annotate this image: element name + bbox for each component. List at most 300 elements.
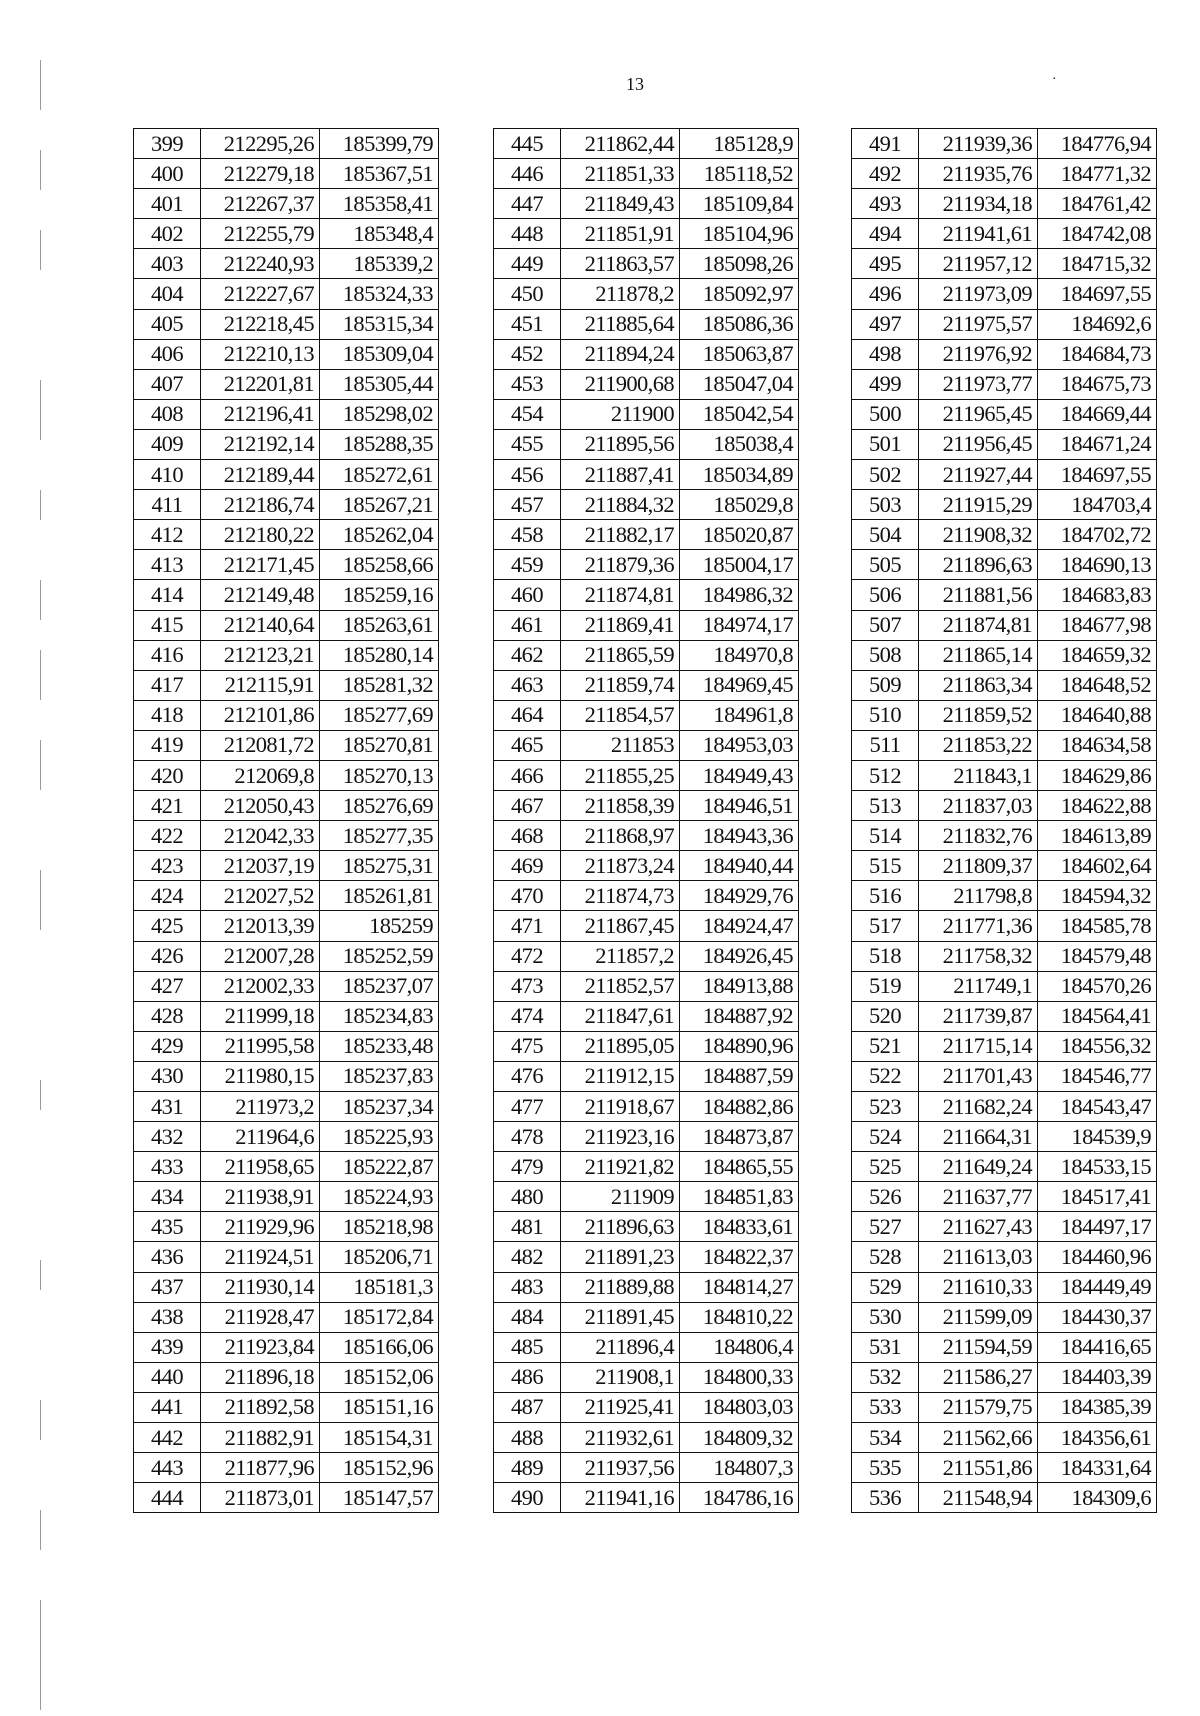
point-number: 500 — [852, 399, 919, 429]
x-coordinate: 211934,18 — [919, 189, 1038, 219]
table-row — [134, 851, 439, 881]
table-row — [134, 1302, 439, 1332]
x-coordinate: 212267,37 — [201, 189, 320, 219]
x-coordinate: 211849,43 — [561, 189, 680, 219]
y-coordinate: 185233,48 — [320, 1031, 439, 1061]
x-coordinate: 212002,33 — [201, 971, 320, 1001]
x-coordinate: 211889,88 — [561, 1272, 680, 1302]
y-coordinate: 185152,96 — [320, 1453, 439, 1483]
x-coordinate: 211867,45 — [561, 911, 680, 941]
y-coordinate: 184953,03 — [680, 730, 799, 760]
table-row — [134, 1332, 439, 1362]
point-number: 524 — [852, 1122, 919, 1152]
y-coordinate: 184887,92 — [680, 1001, 799, 1031]
y-coordinate: 184697,55 — [1038, 279, 1157, 309]
table-row — [134, 580, 439, 610]
point-number: 436 — [134, 1242, 201, 1272]
y-coordinate: 184331,64 — [1038, 1453, 1157, 1483]
point-number: 434 — [134, 1182, 201, 1212]
point-number: 432 — [134, 1122, 201, 1152]
table-row — [494, 219, 799, 249]
point-number: 461 — [494, 610, 561, 640]
point-number: 478 — [494, 1122, 561, 1152]
y-coordinate: 185399,79 — [320, 129, 439, 159]
table-row — [852, 640, 1157, 670]
point-number: 424 — [134, 881, 201, 911]
point-number: 438 — [134, 1302, 201, 1332]
point-number: 487 — [494, 1392, 561, 1422]
y-coordinate: 185118,52 — [680, 159, 799, 189]
y-coordinate: 185367,51 — [320, 159, 439, 189]
table-row — [134, 1242, 439, 1272]
table-row — [494, 369, 799, 399]
point-number: 534 — [852, 1423, 919, 1453]
table-row — [494, 1362, 799, 1392]
y-coordinate: 184800,33 — [680, 1362, 799, 1392]
y-coordinate: 185305,44 — [320, 369, 439, 399]
x-coordinate: 211973,2 — [201, 1092, 320, 1122]
y-coordinate: 184675,73 — [1038, 369, 1157, 399]
x-coordinate: 212050,43 — [201, 791, 320, 821]
x-coordinate: 211908,32 — [919, 520, 1038, 550]
x-coordinate: 211874,81 — [561, 580, 680, 610]
x-coordinate: 212037,19 — [201, 851, 320, 881]
table-row — [494, 1061, 799, 1091]
x-coordinate: 211892,58 — [201, 1392, 320, 1422]
table-row — [494, 429, 799, 459]
table-row — [494, 1001, 799, 1031]
x-coordinate: 211548,94 — [919, 1483, 1038, 1513]
x-coordinate: 211863,34 — [919, 670, 1038, 700]
table-row — [134, 881, 439, 911]
y-coordinate: 184497,17 — [1038, 1212, 1157, 1242]
point-number: 402 — [134, 219, 201, 249]
y-coordinate: 184460,96 — [1038, 1242, 1157, 1272]
x-coordinate: 211857,2 — [561, 941, 680, 971]
x-coordinate: 212279,18 — [201, 159, 320, 189]
point-number: 472 — [494, 941, 561, 971]
point-number: 416 — [134, 640, 201, 670]
y-coordinate: 185281,32 — [320, 670, 439, 700]
table-row — [852, 1332, 1157, 1362]
y-coordinate: 185151,16 — [320, 1392, 439, 1422]
y-coordinate: 184602,64 — [1038, 851, 1157, 881]
point-number: 437 — [134, 1272, 201, 1302]
y-coordinate: 184822,37 — [680, 1242, 799, 1272]
point-number: 454 — [494, 399, 561, 429]
point-number: 423 — [134, 851, 201, 881]
y-coordinate: 184517,41 — [1038, 1182, 1157, 1212]
point-number: 400 — [134, 159, 201, 189]
y-coordinate: 185259 — [320, 911, 439, 941]
table-row — [134, 670, 439, 700]
table-row — [494, 1122, 799, 1152]
point-number: 417 — [134, 670, 201, 700]
x-coordinate: 211975,57 — [919, 309, 1038, 339]
point-number: 497 — [852, 309, 919, 339]
table-row — [134, 1212, 439, 1242]
x-coordinate: 211599,09 — [919, 1302, 1038, 1332]
point-number: 449 — [494, 249, 561, 279]
table-row — [494, 279, 799, 309]
point-number: 409 — [134, 429, 201, 459]
scan-edge-mark — [40, 490, 41, 520]
point-number: 425 — [134, 911, 201, 941]
x-coordinate: 211613,03 — [919, 1242, 1038, 1272]
table-row — [852, 1302, 1157, 1332]
y-coordinate: 185277,35 — [320, 821, 439, 851]
x-coordinate: 212171,45 — [201, 550, 320, 580]
x-coordinate: 211896,18 — [201, 1362, 320, 1392]
x-coordinate: 212255,79 — [201, 219, 320, 249]
x-coordinate: 211859,74 — [561, 670, 680, 700]
y-coordinate: 184810,22 — [680, 1302, 799, 1332]
scan-edge-mark — [40, 1080, 41, 1110]
point-number: 455 — [494, 429, 561, 459]
point-number: 492 — [852, 159, 919, 189]
x-coordinate: 211852,57 — [561, 971, 680, 1001]
x-coordinate: 211855,25 — [561, 760, 680, 790]
y-coordinate: 184865,55 — [680, 1152, 799, 1182]
x-coordinate: 211874,81 — [919, 610, 1038, 640]
y-coordinate: 184570,26 — [1038, 971, 1157, 1001]
point-number: 535 — [852, 1453, 919, 1483]
y-coordinate: 184929,76 — [680, 881, 799, 911]
y-coordinate: 185272,61 — [320, 460, 439, 490]
point-number: 399 — [134, 129, 201, 159]
y-coordinate: 184890,96 — [680, 1031, 799, 1061]
table-row — [494, 550, 799, 580]
table-row — [134, 460, 439, 490]
x-coordinate: 211873,01 — [201, 1483, 320, 1513]
point-number: 531 — [852, 1332, 919, 1362]
table-row — [494, 851, 799, 881]
y-coordinate: 184806,4 — [680, 1332, 799, 1362]
point-number: 465 — [494, 730, 561, 760]
y-coordinate: 184703,4 — [1038, 490, 1157, 520]
point-number: 510 — [852, 700, 919, 730]
x-coordinate: 211885,64 — [561, 309, 680, 339]
point-number: 445 — [494, 129, 561, 159]
point-number: 450 — [494, 279, 561, 309]
table-row — [852, 1423, 1157, 1453]
table-row — [494, 640, 799, 670]
x-coordinate: 211878,2 — [561, 279, 680, 309]
x-coordinate: 211891,23 — [561, 1242, 680, 1272]
y-coordinate: 184543,47 — [1038, 1092, 1157, 1122]
table-row — [494, 1272, 799, 1302]
y-coordinate: 185262,04 — [320, 520, 439, 550]
point-number: 433 — [134, 1152, 201, 1182]
point-number: 404 — [134, 279, 201, 309]
y-coordinate: 184403,39 — [1038, 1362, 1157, 1392]
x-coordinate: 211973,09 — [919, 279, 1038, 309]
y-coordinate: 185224,93 — [320, 1182, 439, 1212]
table-row — [494, 339, 799, 369]
x-coordinate: 211739,87 — [919, 1001, 1038, 1031]
point-number: 486 — [494, 1362, 561, 1392]
table-row — [134, 429, 439, 459]
y-coordinate: 185237,34 — [320, 1092, 439, 1122]
y-coordinate: 184974,17 — [680, 610, 799, 640]
x-coordinate: 211929,96 — [201, 1212, 320, 1242]
table-row — [852, 971, 1157, 1001]
point-number: 415 — [134, 610, 201, 640]
point-number: 447 — [494, 189, 561, 219]
x-coordinate: 211894,24 — [561, 339, 680, 369]
x-coordinate: 211973,77 — [919, 369, 1038, 399]
x-coordinate: 211900 — [561, 399, 680, 429]
point-number: 410 — [134, 460, 201, 490]
y-coordinate: 185020,87 — [680, 520, 799, 550]
y-coordinate: 185234,83 — [320, 1001, 439, 1031]
table-row — [852, 791, 1157, 821]
point-number: 431 — [134, 1092, 201, 1122]
table-row — [134, 1362, 439, 1392]
x-coordinate: 211851,91 — [561, 219, 680, 249]
table-row — [134, 159, 439, 189]
x-coordinate: 212201,81 — [201, 369, 320, 399]
x-coordinate: 211847,61 — [561, 1001, 680, 1031]
y-coordinate: 184684,73 — [1038, 339, 1157, 369]
x-coordinate: 211851,33 — [561, 159, 680, 189]
table-row — [134, 490, 439, 520]
table-row — [852, 490, 1157, 520]
table-row — [134, 1061, 439, 1091]
y-coordinate: 184533,15 — [1038, 1152, 1157, 1182]
table-row — [494, 399, 799, 429]
point-number: 512 — [852, 760, 919, 790]
table-row — [494, 309, 799, 339]
point-number: 499 — [852, 369, 919, 399]
table-row — [494, 1453, 799, 1483]
x-coordinate: 211980,15 — [201, 1061, 320, 1091]
x-coordinate: 211930,14 — [201, 1272, 320, 1302]
y-coordinate: 185261,81 — [320, 881, 439, 911]
table-row — [134, 249, 439, 279]
point-number: 458 — [494, 520, 561, 550]
x-coordinate: 212218,45 — [201, 309, 320, 339]
table-row — [494, 971, 799, 1001]
point-number: 504 — [852, 520, 919, 550]
y-coordinate: 184622,88 — [1038, 791, 1157, 821]
y-coordinate: 184613,89 — [1038, 821, 1157, 851]
x-coordinate: 211627,43 — [919, 1212, 1038, 1242]
y-coordinate: 184943,36 — [680, 821, 799, 851]
y-coordinate: 185086,36 — [680, 309, 799, 339]
table-row — [494, 1483, 799, 1513]
point-number: 440 — [134, 1362, 201, 1392]
y-coordinate: 185029,8 — [680, 490, 799, 520]
point-number: 502 — [852, 460, 919, 490]
scan-edge-mark — [40, 650, 41, 700]
x-coordinate: 211896,63 — [561, 1212, 680, 1242]
point-number: 462 — [494, 640, 561, 670]
y-coordinate: 184940,44 — [680, 851, 799, 881]
table-row — [852, 460, 1157, 490]
y-coordinate: 184629,86 — [1038, 760, 1157, 790]
point-number: 491 — [852, 129, 919, 159]
y-coordinate: 184809,32 — [680, 1423, 799, 1453]
x-coordinate: 211837,03 — [919, 791, 1038, 821]
y-coordinate: 184594,32 — [1038, 881, 1157, 911]
table-row — [852, 339, 1157, 369]
point-number: 536 — [852, 1483, 919, 1513]
point-number: 528 — [852, 1242, 919, 1272]
table-row — [134, 1031, 439, 1061]
x-coordinate: 211715,14 — [919, 1031, 1038, 1061]
x-coordinate: 211682,24 — [919, 1092, 1038, 1122]
y-coordinate: 185277,69 — [320, 700, 439, 730]
x-coordinate: 211881,56 — [919, 580, 1038, 610]
point-number: 520 — [852, 1001, 919, 1031]
x-coordinate: 211891,45 — [561, 1302, 680, 1332]
x-coordinate: 211863,57 — [561, 249, 680, 279]
point-number: 456 — [494, 460, 561, 490]
table-row — [852, 911, 1157, 941]
x-coordinate: 212192,14 — [201, 429, 320, 459]
point-number: 479 — [494, 1152, 561, 1182]
y-coordinate: 184539,9 — [1038, 1122, 1157, 1152]
table-row — [852, 189, 1157, 219]
table-row — [134, 1001, 439, 1031]
x-coordinate: 211927,44 — [919, 460, 1038, 490]
point-number: 403 — [134, 249, 201, 279]
table-row — [134, 1182, 439, 1212]
y-coordinate: 184564,41 — [1038, 1001, 1157, 1031]
x-coordinate: 211869,41 — [561, 610, 680, 640]
point-number: 441 — [134, 1392, 201, 1422]
x-coordinate: 211832,76 — [919, 821, 1038, 851]
point-number: 515 — [852, 851, 919, 881]
point-number: 495 — [852, 249, 919, 279]
x-coordinate: 211896,4 — [561, 1332, 680, 1362]
point-number: 428 — [134, 1001, 201, 1031]
y-coordinate: 184926,45 — [680, 941, 799, 971]
table-row — [494, 1423, 799, 1453]
x-coordinate: 211909 — [561, 1182, 680, 1212]
x-coordinate: 211854,57 — [561, 700, 680, 730]
x-coordinate: 211758,32 — [919, 941, 1038, 971]
x-coordinate: 211853 — [561, 730, 680, 760]
table-row — [134, 1152, 439, 1182]
coordinates-table-1 — [133, 128, 439, 1513]
table-row — [494, 1182, 799, 1212]
y-coordinate: 185225,93 — [320, 1122, 439, 1152]
table-row — [494, 791, 799, 821]
table-row — [852, 520, 1157, 550]
point-number: 463 — [494, 670, 561, 700]
point-number: 517 — [852, 911, 919, 941]
table-row — [134, 129, 439, 159]
point-number: 470 — [494, 881, 561, 911]
x-coordinate: 211923,84 — [201, 1332, 320, 1362]
y-coordinate: 185315,34 — [320, 309, 439, 339]
table-row — [134, 1483, 439, 1513]
y-coordinate: 184786,16 — [680, 1483, 799, 1513]
y-coordinate: 184697,55 — [1038, 460, 1157, 490]
y-coordinate: 185237,07 — [320, 971, 439, 1001]
x-coordinate: 211965,45 — [919, 399, 1038, 429]
point-number: 494 — [852, 219, 919, 249]
y-coordinate: 184986,32 — [680, 580, 799, 610]
x-coordinate: 212042,33 — [201, 821, 320, 851]
point-number: 498 — [852, 339, 919, 369]
point-number: 529 — [852, 1272, 919, 1302]
point-number: 505 — [852, 550, 919, 580]
point-number: 466 — [494, 760, 561, 790]
table-row — [852, 219, 1157, 249]
y-coordinate: 185147,57 — [320, 1483, 439, 1513]
x-coordinate: 211771,36 — [919, 911, 1038, 941]
x-coordinate: 211562,66 — [919, 1423, 1038, 1453]
table-row — [494, 670, 799, 700]
x-coordinate: 212123,21 — [201, 640, 320, 670]
x-coordinate: 211925,41 — [561, 1392, 680, 1422]
y-coordinate: 185181,3 — [320, 1272, 439, 1302]
table-row — [852, 1453, 1157, 1483]
y-coordinate: 185063,87 — [680, 339, 799, 369]
y-coordinate: 184761,42 — [1038, 189, 1157, 219]
y-coordinate: 184416,65 — [1038, 1332, 1157, 1362]
y-coordinate: 185288,35 — [320, 429, 439, 459]
point-number: 446 — [494, 159, 561, 189]
table-row — [852, 1242, 1157, 1272]
y-coordinate: 184742,08 — [1038, 219, 1157, 249]
y-coordinate: 184683,83 — [1038, 580, 1157, 610]
corner-mark: · — [1052, 72, 1057, 87]
table-row — [852, 851, 1157, 881]
table-row — [494, 1302, 799, 1332]
point-number: 464 — [494, 700, 561, 730]
x-coordinate: 211887,41 — [561, 460, 680, 490]
table-row — [852, 881, 1157, 911]
x-coordinate: 211701,43 — [919, 1061, 1038, 1091]
point-number: 412 — [134, 520, 201, 550]
point-number: 408 — [134, 399, 201, 429]
x-coordinate: 212013,39 — [201, 911, 320, 941]
x-coordinate: 211610,33 — [919, 1272, 1038, 1302]
scan-edge-mark — [40, 230, 41, 270]
table-row — [852, 1272, 1157, 1302]
scan-edge-mark — [40, 1510, 41, 1550]
point-number: 532 — [852, 1362, 919, 1392]
x-coordinate: 211853,22 — [919, 730, 1038, 760]
x-coordinate: 211896,63 — [919, 550, 1038, 580]
point-number: 460 — [494, 580, 561, 610]
table-row — [134, 941, 439, 971]
table-row — [134, 1092, 439, 1122]
y-coordinate: 185109,84 — [680, 189, 799, 219]
table-row — [852, 730, 1157, 760]
y-coordinate: 184969,45 — [680, 670, 799, 700]
table-row — [852, 610, 1157, 640]
table-row — [134, 1392, 439, 1422]
scan-edge-mark — [40, 870, 41, 930]
x-coordinate: 211999,18 — [201, 1001, 320, 1031]
x-coordinate: 211865,59 — [561, 640, 680, 670]
table-row — [852, 1061, 1157, 1091]
point-number: 468 — [494, 821, 561, 851]
x-coordinate: 211798,8 — [919, 881, 1038, 911]
y-coordinate: 185252,59 — [320, 941, 439, 971]
point-number: 503 — [852, 490, 919, 520]
x-coordinate: 211594,59 — [919, 1332, 1038, 1362]
point-number: 411 — [134, 490, 201, 520]
point-number: 474 — [494, 1001, 561, 1031]
point-number: 496 — [852, 279, 919, 309]
point-number: 429 — [134, 1031, 201, 1061]
